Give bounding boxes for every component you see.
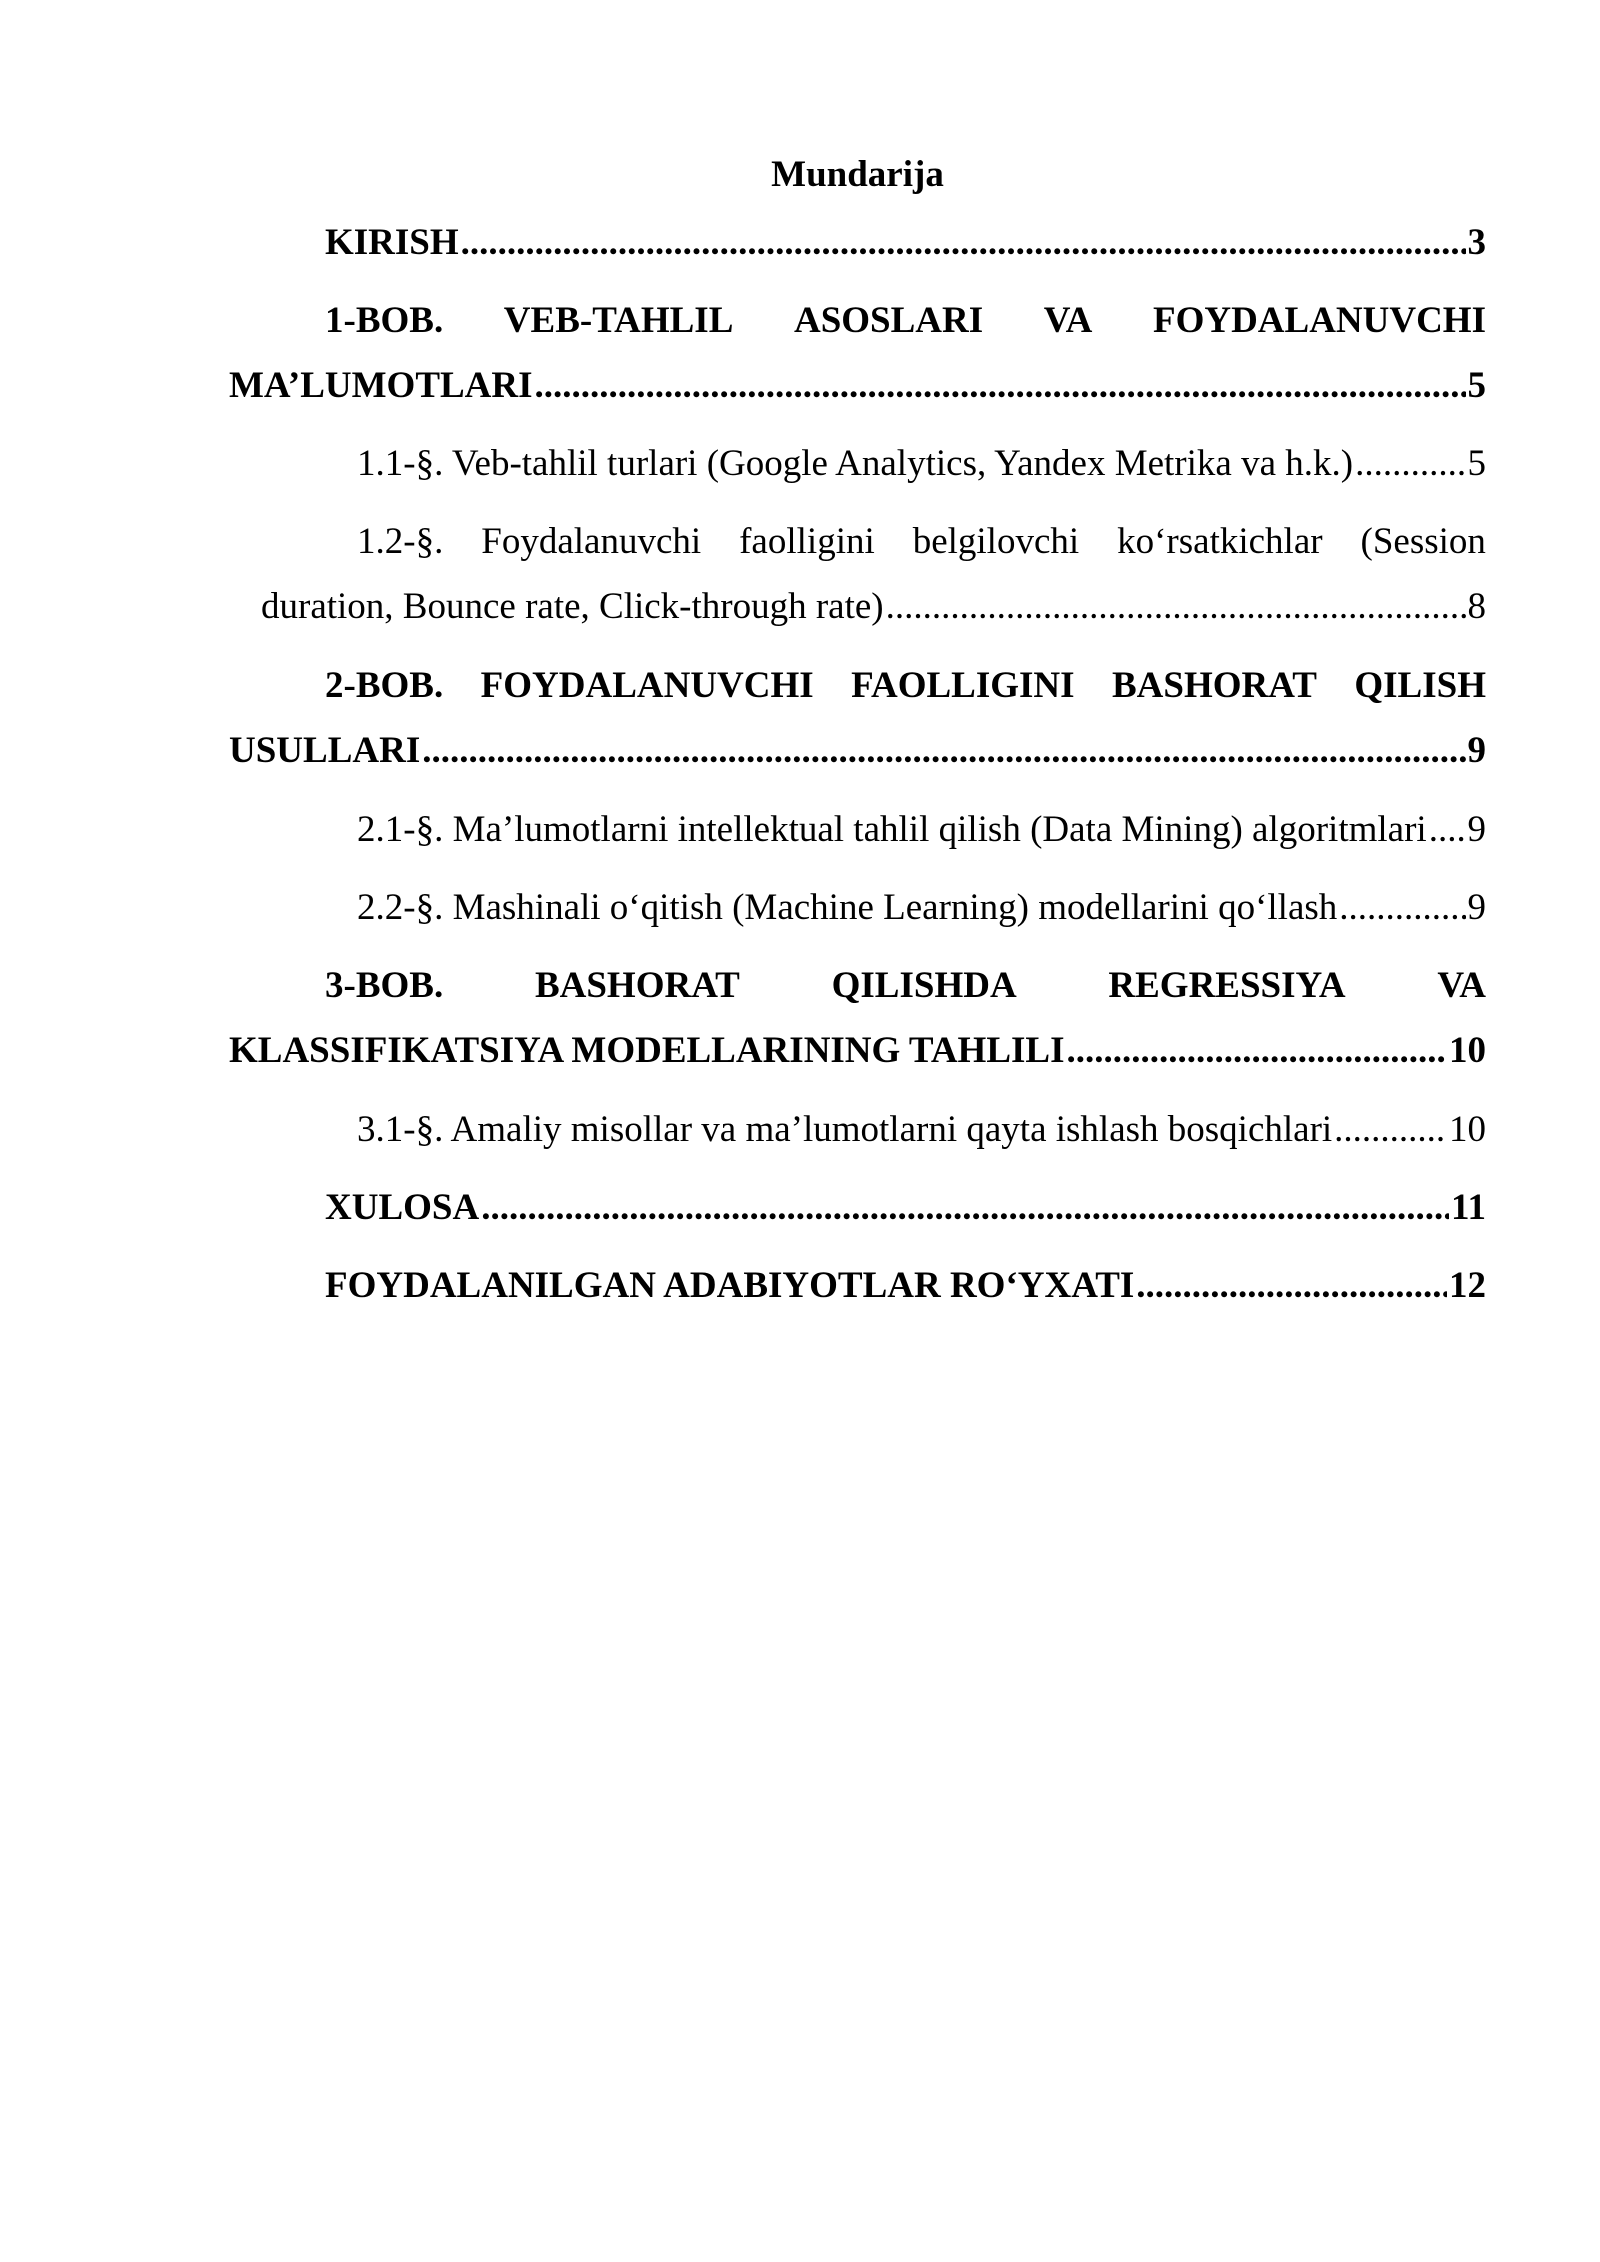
toc-entry-text: FOYDALANILGAN ADABIYOTLAR RO‘YXATI bbox=[325, 1265, 1135, 1306]
toc-word: VEB-TAHLIL bbox=[503, 300, 734, 341]
toc-entry-text: XULOSA bbox=[325, 1187, 480, 1228]
toc-page-number: 8 bbox=[1467, 586, 1486, 627]
toc-word: FOYDALANUVCHI bbox=[480, 665, 814, 706]
toc-entry-text: KIRISH bbox=[325, 222, 459, 263]
toc-word: 2-BOB. bbox=[325, 665, 444, 706]
dot-leader bbox=[1429, 797, 1466, 862]
toc-entry-chapter-2[interactable] bbox=[229, 653, 1486, 783]
dot-leader bbox=[1066, 1018, 1447, 1083]
dot-leader bbox=[535, 353, 1466, 418]
dot-leader bbox=[1339, 875, 1465, 940]
toc-entry-references[interactable] bbox=[229, 1253, 1486, 1318]
toc-entry-section-3-1[interactable] bbox=[229, 1097, 1486, 1162]
toc-page-number: 9 bbox=[1467, 730, 1486, 771]
toc-title: Mundarija bbox=[771, 154, 944, 195]
toc-entry-chapter-1[interactable] bbox=[229, 288, 1486, 418]
toc-entry-text: 3.1-§. Amaliy misollar va ma’lumotlarni qayta ishlash bosqichlari bbox=[357, 1109, 1333, 1150]
toc-entry-text: 1.1-§. Veb-tahlil turlari (Google Analytics, Yandex Metrika va h.k.) bbox=[357, 443, 1354, 484]
toc-word: faolligini bbox=[739, 521, 875, 562]
toc-word: VA bbox=[1043, 300, 1093, 341]
toc-word: Foydalanuvchi bbox=[481, 521, 702, 562]
dot-leader bbox=[886, 574, 1466, 639]
toc-word: 1-BOB. bbox=[325, 300, 444, 341]
toc-entry-section-1-2[interactable] bbox=[229, 509, 1486, 639]
dot-leader bbox=[422, 718, 1465, 783]
toc-entry-continuation: duration, Bounce rate, Click-through rate) bbox=[261, 586, 884, 627]
toc-word: 1.2-§. bbox=[357, 521, 444, 562]
toc-page-number: 3 bbox=[1467, 222, 1486, 263]
dot-leader bbox=[1355, 431, 1465, 496]
toc-word: BASHORAT bbox=[1112, 665, 1317, 706]
toc-entry-section-2-1[interactable] bbox=[229, 797, 1486, 862]
toc-word: BASHORAT bbox=[534, 965, 740, 1006]
toc-entry-text: 2.1-§. Ma’lumotlarni intellektual tahlil qilish (Data Mining) algoritmlari bbox=[357, 809, 1427, 850]
toc-page-number: 10 bbox=[1449, 1030, 1486, 1071]
toc-entry-chapter-3[interactable] bbox=[229, 953, 1486, 1083]
toc-word: (Session bbox=[1360, 521, 1486, 562]
toc-word: 3-BOB. bbox=[325, 965, 444, 1006]
toc-page-number: 10 bbox=[1449, 1109, 1486, 1150]
toc-word: ASOSLARI bbox=[793, 300, 984, 341]
toc-page-number: 11 bbox=[1451, 1187, 1486, 1228]
toc-entry-intro[interactable] bbox=[229, 210, 1486, 275]
toc-page-number: 12 bbox=[1449, 1265, 1486, 1306]
toc-entry-section-1-1[interactable] bbox=[229, 431, 1486, 496]
toc-page-number: 5 bbox=[1467, 365, 1486, 406]
toc-word: QILISH bbox=[1354, 665, 1486, 706]
toc-entry-text: 2.2-§. Mashinali o‘qitish (Machine Learning) modellarini qo‘llash bbox=[357, 887, 1338, 928]
toc-word: belgilovchi bbox=[912, 521, 1080, 562]
toc-page-number: 5 bbox=[1467, 443, 1486, 484]
toc-word: FAOLLIGINI bbox=[851, 665, 1075, 706]
toc-page-number: 9 bbox=[1467, 887, 1486, 928]
toc-word: ko‘rsatkichlar bbox=[1117, 521, 1323, 562]
dot-leader bbox=[481, 1175, 1449, 1240]
dot-leader bbox=[461, 210, 1466, 275]
toc-entry-continuation: MA’LUMOTLARI bbox=[229, 365, 533, 406]
dot-leader bbox=[1136, 1253, 1447, 1318]
toc-word: QILISHDA bbox=[831, 965, 1017, 1006]
dot-leader bbox=[1334, 1097, 1447, 1162]
toc-word: VA bbox=[1437, 965, 1486, 1006]
toc-word: REGRESSIYA bbox=[1108, 965, 1346, 1006]
toc-entry-continuation: KLASSIFIKATSIYA MODELLARINING TAHLILI bbox=[229, 1030, 1065, 1071]
toc-entry-conclusion[interactable] bbox=[229, 1175, 1486, 1240]
toc-entry-section-2-2[interactable] bbox=[229, 875, 1486, 940]
toc-entry-continuation: USULLARI bbox=[229, 730, 421, 771]
toc-word: FOYDALANUVCHI bbox=[1152, 300, 1486, 341]
toc-page-number: 9 bbox=[1467, 809, 1486, 850]
